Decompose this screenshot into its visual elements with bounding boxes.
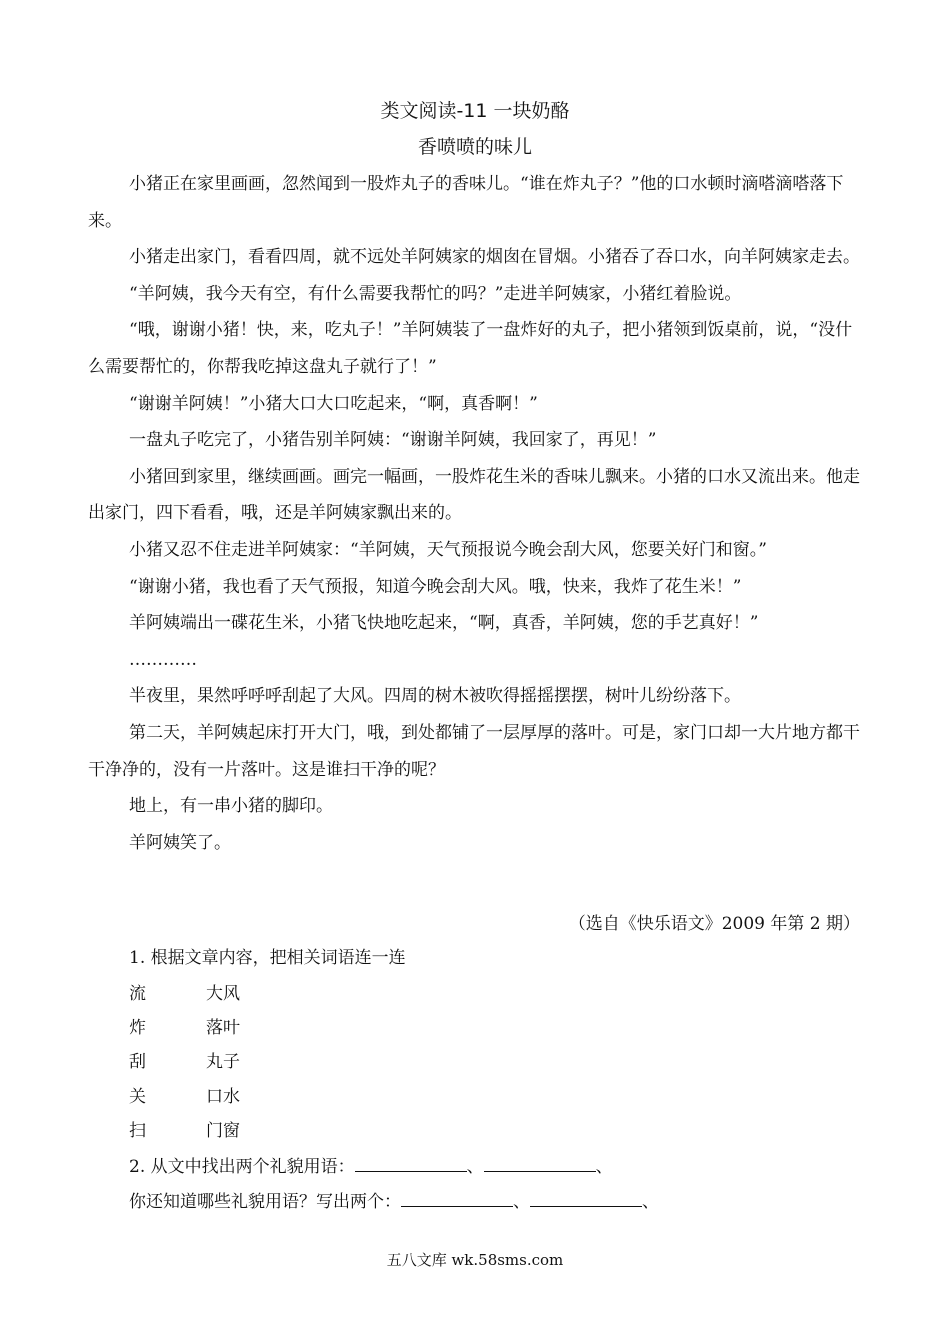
document-title: 类文阅读-11 一块奶酪 xyxy=(380,100,570,122)
matching-left-word: 流 xyxy=(129,984,146,1004)
story-body xyxy=(88,166,863,861)
matching-right-word: 口水 xyxy=(206,1086,240,1107)
story-paragraph: “羊阿姨，我今天有空，有什么需要我帮忙的吗？”走进羊阿姨家，小猪红着脸说。 xyxy=(129,283,742,304)
question-2 xyxy=(129,1150,659,1219)
matching-left-word: 刮 xyxy=(129,1052,146,1073)
matching-left-word: 扫 xyxy=(129,1120,146,1141)
separator: 、 xyxy=(595,1157,613,1177)
matching-right-word: 丸子 xyxy=(206,1052,240,1073)
matching-right-word: 落叶 xyxy=(206,1018,240,1039)
separator: 、 xyxy=(642,1191,659,1212)
question-2-prompt-2: 你还知道哪些礼貌用语？写出两个： xyxy=(129,1191,401,1212)
question-1-prompt: 1. 根据文章内容，把相关词语连一连 xyxy=(129,948,406,968)
matching-pair xyxy=(129,1080,240,1114)
matching-right-word: 大风 xyxy=(206,984,240,1004)
page-footer: 五八文库 wk.58sms.com xyxy=(386,1251,564,1269)
story-source: （选自《快乐语文》2009 年第 2 期） xyxy=(568,914,860,934)
story-paragraph: 地上，有一串小猪的脚印。 xyxy=(129,796,333,817)
story-paragraph: 一盘丸子吃完了，小猪告别羊阿姨：“谢谢羊阿姨，我回家了，再见！” xyxy=(129,430,657,451)
answer-blank[interactable] xyxy=(355,1154,467,1172)
story-paragraph: “谢谢羊阿姨！”小猪大口大口吃起来，“啊，真香啊！” xyxy=(129,393,538,414)
separator: 、 xyxy=(466,1157,484,1177)
question-2-prompt: 2. 从文中找出两个礼貌用语： xyxy=(129,1157,355,1177)
matching-pair xyxy=(129,1011,240,1045)
matching-right-word: 门窗 xyxy=(206,1120,240,1141)
story-paragraph: 小猪正在家里画画，忽然闻到一股炸丸子的香味儿。“谁在炸丸子？”他的口水顿时滴嗒滴嗒落下来。 xyxy=(88,174,844,231)
answer-blank[interactable] xyxy=(401,1189,513,1207)
question-2-row xyxy=(129,1185,659,1220)
matching-left-word: 关 xyxy=(129,1086,146,1107)
story-paragraph: 小猪又忍不住走进羊阿姨家：“羊阿姨，天气预报说今晚会刮大风，您要关好门和窗。” xyxy=(129,539,767,560)
story-paragraph: “哦，谢谢小猪！快，来，吃丸子！”羊阿姨装了一盘炸好的丸子，把小猪领到饭桌前，说，“没什么需要帮忙的，你帮我吃掉这盘丸子就行了！” xyxy=(88,320,853,377)
story-paragraph: 半夜里，果然呼呼呼刮起了大风。四周的树木被吹得摇摇摆摆，树叶儿纷纷落下。 xyxy=(129,686,741,707)
matching-left-word: 炸 xyxy=(129,1018,146,1039)
answer-blank[interactable] xyxy=(530,1189,642,1207)
story-paragraph: “谢谢小猪，我也看了天气预报，知道今晚会刮大风。哦，快来，我炸了花生米！” xyxy=(129,576,742,597)
matching-pairs xyxy=(129,977,240,1148)
story-paragraph: 小猪回到家里，继续画画。画完一幅画，一股炸花生米的香味儿飘来。小猪的口水又流出来。他走出家门，四下看看，哦，还是羊阿姨家飘出来的。 xyxy=(88,466,860,524)
matching-pair xyxy=(129,1045,240,1079)
separator: 、 xyxy=(513,1191,530,1212)
answer-blank[interactable] xyxy=(484,1154,596,1172)
story-paragraph: 羊阿姨笑了。 xyxy=(129,832,231,853)
story-paragraph: 小猪走出家门，看看四周，就不远处羊阿姨家的烟囱在冒烟。小猪吞了吞口水，向羊阿姨家走去。 xyxy=(129,247,860,268)
matching-pair xyxy=(129,1114,240,1148)
story-paragraph: 羊阿姨端出一碟花生米，小猪飞快地吃起来，“啊，真香，羊阿姨，您的手艺真好！” xyxy=(129,613,759,634)
question-2-row xyxy=(129,1150,659,1185)
story-paragraph: 第二天，羊阿姨起床打开大门，哦，到处都铺了一层厚厚的落叶。可是，家门口却一大片地方都干干净净的，没有一片落叶。这是谁扫干净的呢？ xyxy=(88,722,860,780)
story-title: 香喷喷的味儿 xyxy=(417,136,532,158)
story-ellipsis: ………… xyxy=(129,649,197,670)
matching-pair xyxy=(129,977,240,1011)
